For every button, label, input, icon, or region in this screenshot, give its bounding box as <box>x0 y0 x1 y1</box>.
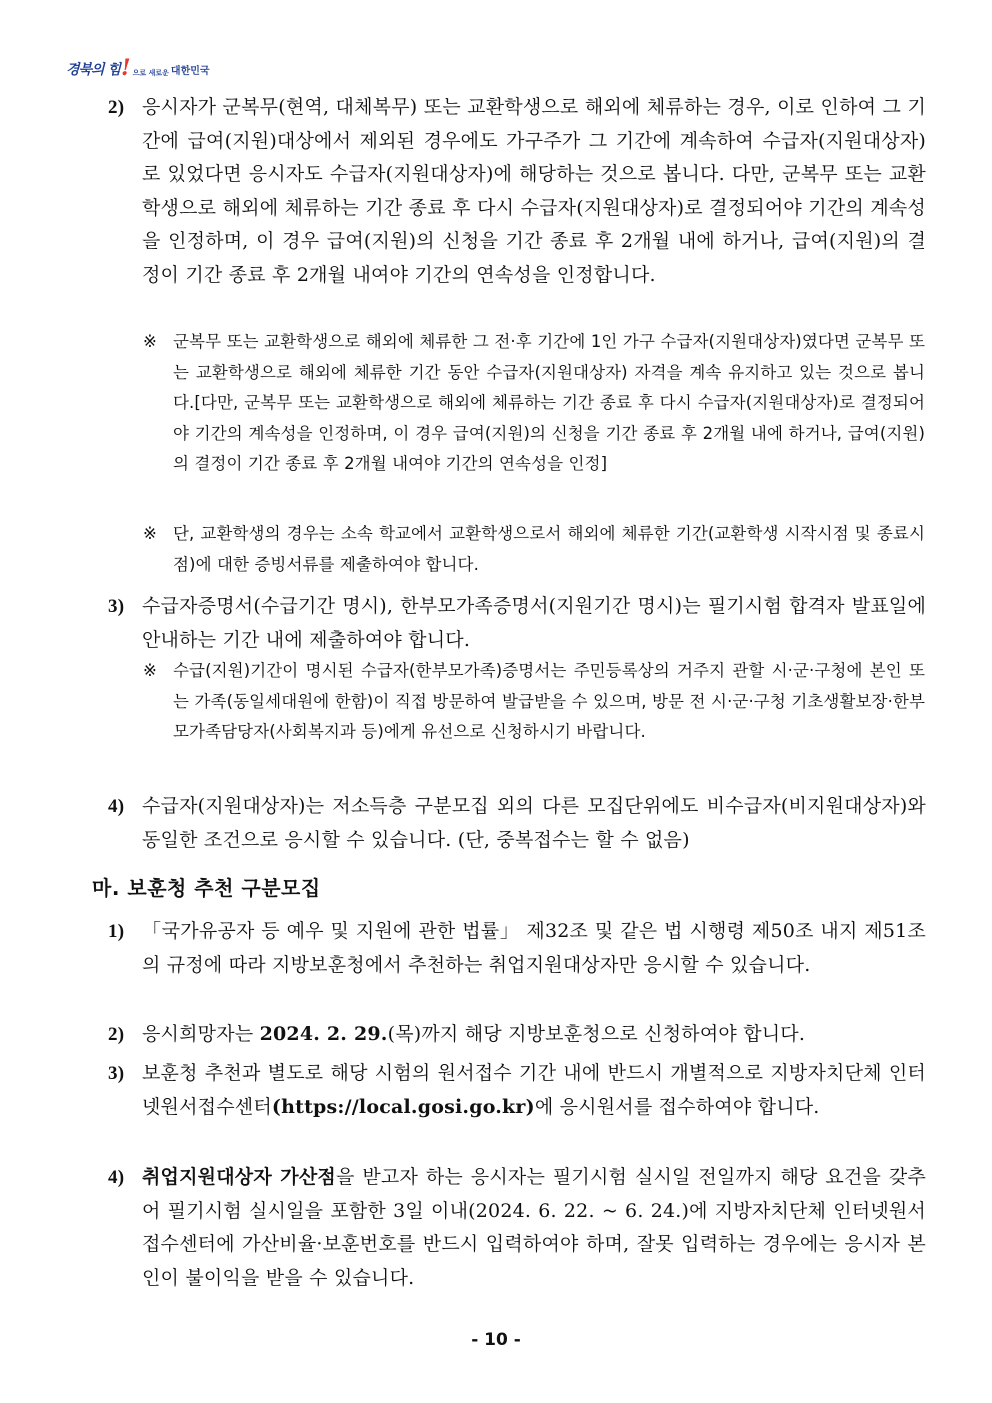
reference-mark: ※ <box>143 524 157 543</box>
section-d-item-4 <box>108 790 926 857</box>
logo-script: 경북의 힘 <box>66 62 120 78</box>
deadline-date: 2024. 2. 29. <box>259 1023 388 1045</box>
note-text: 수급(지원)기간이 명시된 수급자(한부모가족)증명서는 주민등록상의 거주지 관할 시·군·구청에 본인 또는 가족(동일세대원에 한함)이 직접 방문하여 발급받을 수 있으며, 방문 전 시·군·구청 기초생활보장·한부모가족담당자(사회복지과 등)에게 유선으로 신청하시기 바랍니다. <box>173 661 925 742</box>
website-url: (https://local.gosi.go.kr) <box>271 1095 535 1118</box>
item-number: 4) <box>108 796 125 817</box>
item-text <box>142 1018 926 1052</box>
item-text: 응시자가 군복무(현역, 대체복무) 또는 교환학생으로 해외에 체류하는 경우, 이로 인하여 그 기간에 급여(지원)대상에서 제외된 경우에도 가구주가 그 기간에 계속하여 수급자(지원대상자)로 있었다면 응시자도 수급자(지원대상자)에 해당하는 것으로 봅니다. 다만, 군복무 또는 교환학생으로 해외에 체류하는 기간 종료 후 다시 수급자(지원대상자)로 결정되어야 기간의 계속성을 인정하며, 이 경우 급여(지원)의 신청을 기간 종료 후 2개월 내에 하거나, 급여(지원)의 결정이 기간 종료 후 2개월 내여야 기간의 연속성을 인정합니다. <box>142 96 926 286</box>
item-text-post: (목)까지 해당 지방보훈청으로 신청하여야 합니다. <box>387 1023 806 1045</box>
item-text-rest: 을 받고자 하는 응시자는 필기시험 실시일 전일까지 해당 요건을 갖추어 필기시험 실시일을 포함한 3일 이내(2024. 6. 22. ~ 6. 24.)에 지방자치단체 인터넷원서접수센터에 가산비율·보훈번호를 반드시 입력하여야 하며, 잘못 입력하는 경우에는 응시자 본인이 불이익을 받을 수 있습니다. <box>142 1166 926 1289</box>
logo-korea: 대한민국 <box>170 66 210 77</box>
item-text: 수급자증명서(수급기간 명시), 한부모가족증명서(지원기간 명시)는 필기시험 합격자 발표일에 안내하는 기간 내에 제출하여야 합니다. <box>142 595 926 651</box>
item-number: 2) <box>108 97 125 118</box>
item-text-pre: 응시희망자는 <box>142 1023 260 1045</box>
reference-mark: ※ <box>143 661 157 680</box>
section-e-item-4 <box>108 1161 926 1295</box>
page-number: - 10 - <box>471 1330 521 1350</box>
note-certificate <box>143 656 925 748</box>
item-number: 3) <box>108 596 125 617</box>
item-number: 1) <box>108 921 125 942</box>
logo-exclamation: ! <box>120 55 131 81</box>
section-d-item-2 <box>108 91 926 292</box>
note-exchange-student <box>143 519 925 580</box>
logo-small-text: 으로 새로운 <box>132 69 169 77</box>
section-e-item-3 <box>108 1057 926 1124</box>
item-text: 「국가유공자 등 예우 및 지원에 관한 법률」 제32조 및 같은 법 시행령 제50조 내지 제51조의 규정에 따라 지방보훈청에서 추천하는 취업지원대상자만 응시할 수 있습니다. <box>142 920 926 976</box>
note-text: 단, 교환학생의 경우는 소속 학교에서 교환학생으로서 해외에 체류한 기간(교환학생 시작시점 및 종료시점)에 대한 증빙서류를 제출하여야 합니다. <box>173 524 925 574</box>
logo-text-stack <box>133 69 169 78</box>
item-text: 수급자(지원대상자)는 저소득층 구분모집 외의 다른 모집단위에도 비수급자(비지원대상자)와 동일한 조건으로 응시할 수 있습니다. (단, 중복접수는 할 수 없음) <box>142 795 926 851</box>
item-number: 4) <box>108 1167 125 1188</box>
item-number: 2) <box>108 1024 125 1045</box>
bonus-points-term: 취업지원대상자 가산점 <box>142 1166 336 1188</box>
item-number: 3) <box>108 1063 125 1084</box>
item-text <box>142 1057 926 1124</box>
note-military-service <box>143 327 925 480</box>
item-text <box>142 1161 926 1295</box>
section-d-item-3 <box>108 590 926 657</box>
note-text: 군복무 또는 교환학생으로 해외에 체류한 그 전·후 기간에 1인 가구 수급자(지원대상자)였다면 군복무 또는 교환학생으로 해외에 체류한 기간 동안 수급자(지원대상자) 자격을 계속 유지하고 있는 것으로 봅니다.[다만, 군복무 또는 교환학생으로 해외에 체류하는 기간 종료 후 다시 수급자(지원대상자)로 결정되어야 기간의 계속성을 인정하며, 이 경우 급여(지원)의 신청을 기간 종료 후 2개월 내에 하거나, 급여(지원)의 결정이 기간 종료 후 2개월 내여야 기간의 연속성을 인정] <box>173 332 925 474</box>
item-text-post: 에 응시원서를 접수하여야 합니다. <box>534 1095 820 1118</box>
section-e-item-1 <box>108 915 926 982</box>
reference-mark: ※ <box>143 332 157 351</box>
item-text-pre: 보훈청 추천과 별도로 해당 시험의 원서접수 기간 내에 반드시 개별적으로 지방자치단체 인터넷원서접수센터 <box>142 1062 926 1118</box>
section-e-item-2 <box>108 1018 926 1052</box>
logo <box>66 48 226 81</box>
section-e-heading: 마. 보훈청 추천 구분모집 <box>92 876 321 900</box>
